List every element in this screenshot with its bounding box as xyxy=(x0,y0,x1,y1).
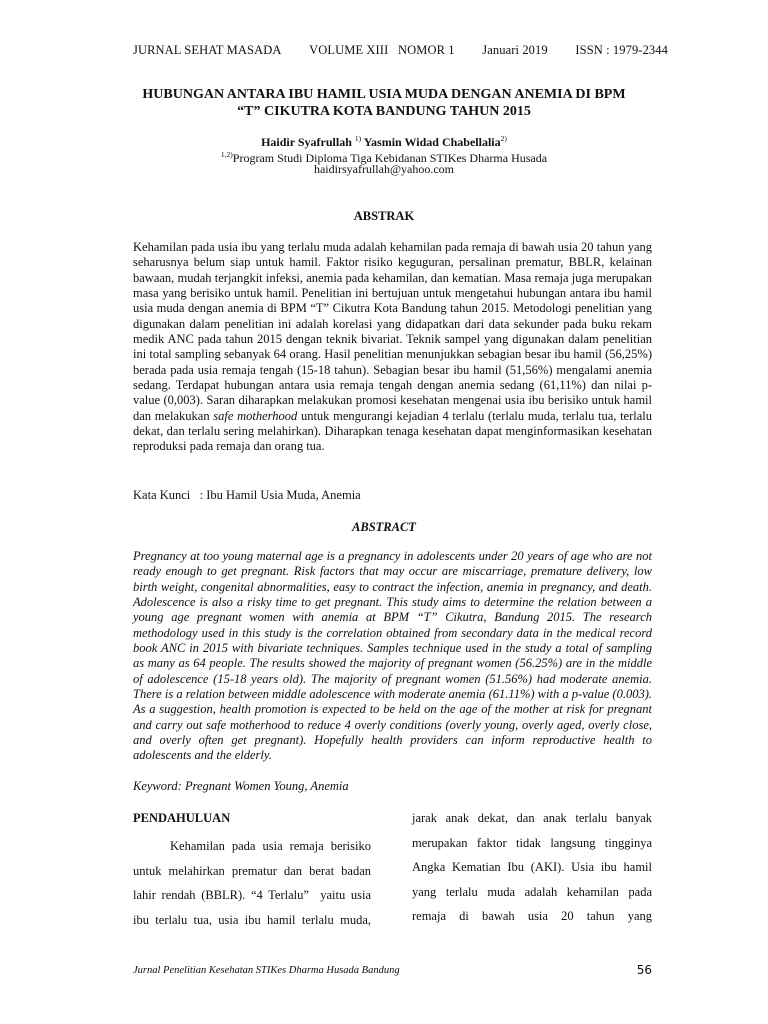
running-head xyxy=(133,43,668,58)
affiliation-text: Program Studi Diploma Tiga Kebidanan STIKes Dharma Husada xyxy=(232,151,548,165)
page-number: 56 xyxy=(636,963,652,977)
intro-left-line-1: Kehamilan pada usia remaja berisiko xyxy=(170,839,371,853)
abstrak-heading: ABSTRAK xyxy=(353,209,415,223)
intro-right-line-4: yang terlalu muda adalah kehamilan pada xyxy=(412,884,652,899)
issue-date: Januari 2019 xyxy=(482,43,548,57)
intro-left-line-4: ibu terlalu tua, usia ibu hamil terlalu muda, xyxy=(133,912,371,927)
intro-left-line-2: untuk melahirkan prematur dan berat badan xyxy=(133,863,371,878)
intro-right-column xyxy=(412,806,652,929)
title-line-1: HUBUNGAN ANTARA IBU HAMIL USIA MUDA DENGAN ANEMIA DI BPM xyxy=(142,87,626,102)
abstrak-body-italic: safe motherhood xyxy=(213,408,298,423)
kata-kunci: Kata Kunci : Ibu Hamil Usia Muda, Anemia xyxy=(133,488,361,502)
abstract-heading: ABSTRACT xyxy=(352,520,416,534)
keywords: Keyword: Pregnant Women Young, Anemia xyxy=(133,779,349,793)
intro-left-column xyxy=(133,810,371,932)
author-2-sup: 2) xyxy=(500,134,507,143)
abstrak-body-main: Kehamilan pada usia ibu yang terlalu muda adalah kehamilan pada remaja di bawah usia 20 tahun yang seharusnya belum siap untuk hamil. Faktor risiko keguguran, persalinan prematur, BBLR, kelainan bawaan, mudah terjangkit infeksi, anemia pada kehamilan, dan kematian. Masa remaja juga merupakan masa yang berisiko untuk hamil. Penelitian ini bertujuan untuk mengetahui hubungan antara ibu hamil usia muda dengan anemia di BPM “T” Cikutra Kota Bandung tahun 2015. Metodologi penelitian yang digunakan dalam penelitian ini adalah korelasi yang didapatkan dari data sekunder pada buku rekam medik ANC pada tahun 2015 dengan teknik bivariat. Teknik sampel yang digunakan dalam penelitian ini total sampling sebanyak 64 orang. Hasil penelitian menunjukkan sebagian besar ibu hamil (56,25%) berada pada usia remaja tengah (15-18 tahun). Sebagian besar ibu hamil (51,56%) mengalami anemia sedang. Terdapat hubungan antara usia remaja tengah dengan anemia sedang (61,11%) dan nilai p-value (0,003). Saran diharapkan melakukan promosi kesehatan mengenai usia ibu berisiko untuk hamil dan melakukan xyxy=(133,240,652,423)
intro-left-line-3: lahir rendah (BBLR). “4 Terlalu” yaitu usia xyxy=(133,888,371,902)
intro-right-line-3: Angka Kematian Ibu (AKI). Usia ibu hamil xyxy=(412,860,652,874)
author-1: Haidir Syafrullah xyxy=(261,135,352,149)
section-heading: PENDAHULUAN xyxy=(133,811,231,825)
intro-right-line-5: remaja di bawah usia 20 tahun yang xyxy=(412,909,652,923)
affiliation-sup: 1,2) xyxy=(220,150,233,159)
intro-right-line-1: jarak anak dekat, dan anak terlalu banyak xyxy=(412,811,652,825)
author-1-sup: 1) xyxy=(354,134,362,143)
journal-name: JURNAL SEHAT MASADA xyxy=(133,43,282,57)
abstrak-body xyxy=(133,240,652,455)
author-email: haidirsyafrullah@yahoo.com xyxy=(313,162,454,176)
intro-right-line-2: merupakan faktor tidak langsung tingginya xyxy=(412,835,652,850)
author-2: Yasmin Widad Chabellalia xyxy=(363,135,501,149)
paper-title xyxy=(120,86,648,120)
title-line-2: “T” CIKUTRA KOTA BANDUNG TAHUN 2015 xyxy=(237,104,531,119)
footer-journal-name: Jurnal Penelitian Kesehatan STIKes Dharma Husada Bandung xyxy=(133,965,400,976)
abstrak-body-tail: untuk mengurangi kejadian 4 terlalu (terlalu muda, terlalu tua, terlalu dekat, dan terlalu sering melahirkan). Diharapkan tenaga kesehatan dapat menginformasikan kesehatan reproduksi pada remaja dan orang tua. xyxy=(133,408,653,454)
issn: ISSN : 1979-2344 xyxy=(575,43,668,57)
volume-number: VOLUME XIII NOMOR 1 xyxy=(309,43,455,57)
abstract-body: Pregnancy at too young maternal age is a pregnancy in adolescents under 20 years of age who are not ready enough to get pregnant. Risk factors that may occur are miscarriage, premature delivery, low birth weight, congenital abnormalities, easy to contract the infection, anemia in pregnancy, and death. Adolescence is also a risky time to get pregnant. This study aims to determine the relation between a young age pregnant women with anemia at BPM “T” Cikutra, Bandung 2015. The research methodology used in this study is the correlation obtained from secondary data in the medical record book ANC in 2015 with bivariate techniques. Samples technique used in the study a total of sampling as many as 64 people. The results showed the majority of pregnant women (56.25%) are in the middle of adolescence (15-18 years old). The majority of pregnant women (51.56%) had moderate anemia. There is a relation between middle adolescence with moderate anemia (61.11%) with a p-value (0.003). As a suggestion, health promotion is expected to be held on the age of the mother at risk for pregnant and carry out safe motherhood to reduce 4 overly conditions (overly young, overly aged, overly close, and overly often get pregnant). Hopefully health providers can inform reproductive health to adolescents and the elderly. xyxy=(133,549,652,763)
